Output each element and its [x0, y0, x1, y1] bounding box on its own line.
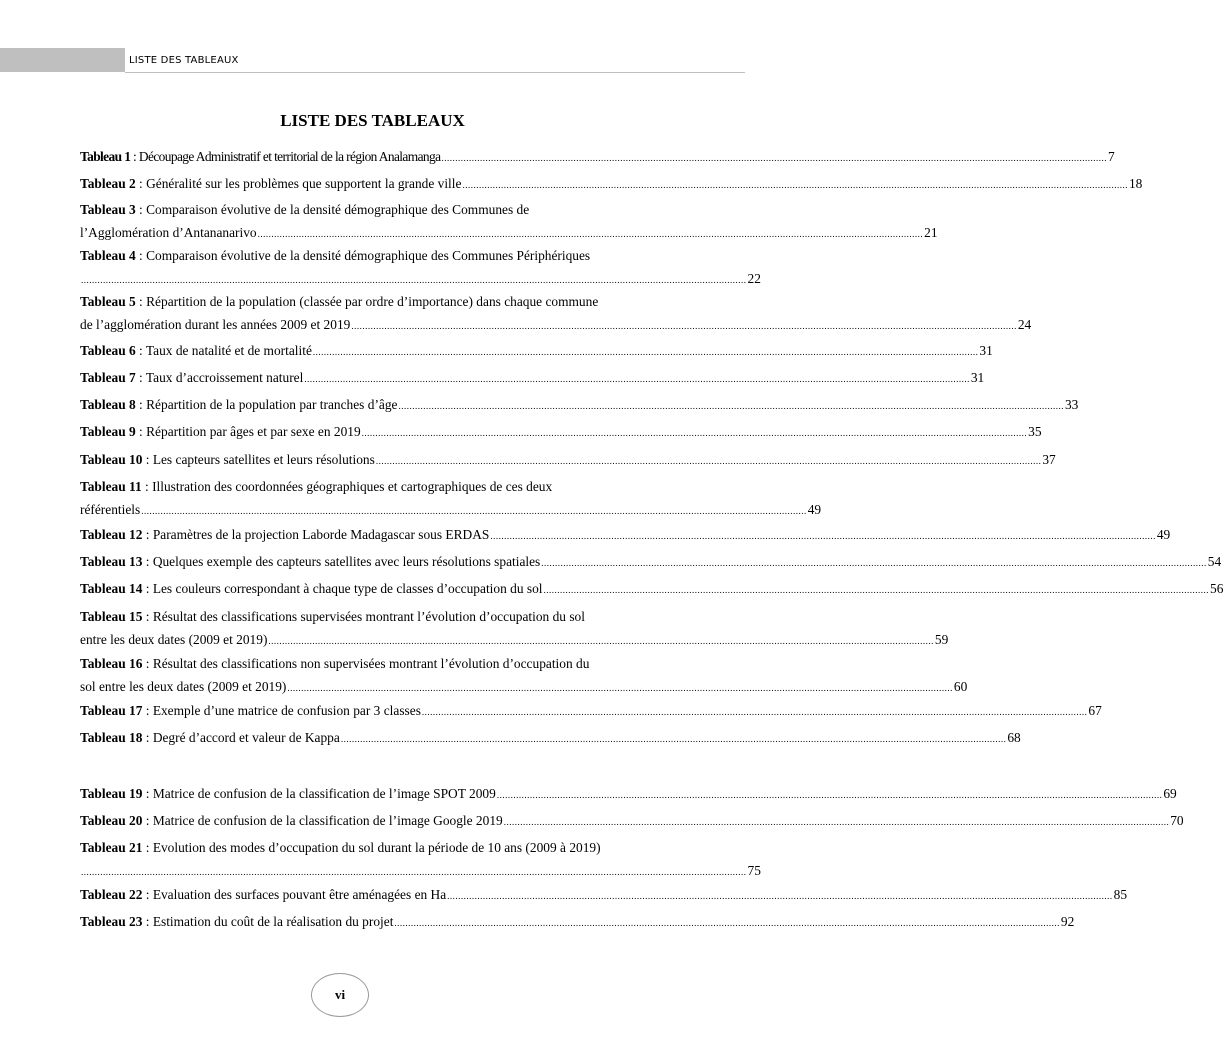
toc-page: 60 [953, 679, 968, 694]
toc-label: Tableau 12 [80, 527, 143, 542]
toc-text-cont: l’Agglomération d’Antananarivo [80, 225, 257, 240]
leader-dots: .................................................................................................................................................................................................................................................. [287, 683, 953, 693]
toc-text: Quelques exemple des capteurs satellites avec leurs résolutions spatiales [152, 554, 541, 569]
leader-dots: .................................................................................................................................................................................................................................................. [268, 636, 934, 646]
toc-page: 56 [1210, 581, 1223, 596]
toc-entry[interactable]: Tableau 2 : Généralité sur les problèmes que supportent la grande ville .................................................................................................................................................................................................................................................. 18 [80, 172, 666, 197]
toc-page: 54 [1207, 554, 1222, 569]
toc-text-cont: entre les deux dates (2009 et 2019) [80, 632, 268, 647]
leader-dots: .................................................................................................................................................................................................................................................. [312, 347, 979, 357]
toc-text-cont: de l’agglomération durant les années 2009 et 2019 [80, 317, 351, 332]
toc-label: Tableau 4 [80, 248, 136, 263]
toc-label: Tableau 10 [80, 452, 143, 467]
toc-text: Généralité sur les problèmes que supportent la grande ville [146, 176, 462, 191]
toc-entry[interactable]: Tableau 10 : Les capteurs satellites et leurs résolutions .................................................................................................................................................................................................................................................. 37 [80, 448, 666, 473]
toc-text: Illustration des coordonnées géographiques et cartographiques de ces deux [152, 479, 553, 494]
toc-entry[interactable]: Tableau 18 : Degré d’accord et valeur de Kappa .................................................................................................................................................................................................................................................. 68 [80, 726, 666, 751]
toc-text: Découpage Administratif et territorial de la région Analamanga [138, 149, 441, 164]
toc-text: Exemple d’une matrice de confusion par 3 classes [152, 703, 421, 718]
toc-text: Evaluation des surfaces pouvant être aménagées en Ha [152, 887, 447, 902]
toc-text: Matrice de confusion de la classification de l’image SPOT 2009 [152, 786, 496, 801]
toc-page: 33 [1064, 397, 1079, 412]
toc-label: Tableau 20 [80, 813, 143, 828]
toc-page: 69 [1163, 786, 1177, 801]
toc-text: Répartition de la population (classée par ordre d’importance) dans chaque commune [146, 294, 599, 309]
toc-page: 22 [747, 271, 761, 286]
toc-label: Tableau 21 [80, 840, 143, 855]
toc-page: 35 [1028, 424, 1042, 439]
toc-entry[interactable]: Tableau 8 : Répartition de la population par tranches d’âge .................................................................................................................................................................................................................................................. 33 [80, 393, 666, 418]
toc-entry[interactable]: Tableau 12 : Paramètres de la projection Laborde Madagascar sous ERDAS .................................................................................................................................................................................................................................................. 49 [80, 523, 666, 548]
toc-text: Paramètres de la projection Laborde Madagascar sous ERDAS [152, 527, 490, 542]
toc-entry[interactable]: Tableau 19 : Matrice de confusion de la classification de l’image SPOT 2009 .................................................................................................................................................................................................................................................. 69 [80, 782, 666, 807]
toc-page: 59 [934, 632, 949, 647]
leader-dots: .................................................................................................................................................................................................................................................. [257, 229, 924, 239]
toc-entry[interactable]: Tableau 6 : Taux de natalité et de mortalité .................................................................................................................................................................................................................................................. 31 [80, 339, 666, 364]
leader-dots: .................................................................................................................................................................................................................................................. [543, 585, 1209, 595]
toc-label: Tableau 6 [80, 343, 136, 358]
toc-text: Matrice de confusion de la classification de l’image Google 2019 [152, 813, 503, 828]
leader-dots: .................................................................................................................................................................................................................................................. [441, 153, 1107, 163]
toc-page: 21 [924, 225, 938, 240]
toc-page: 24 [1017, 317, 1032, 332]
toc-page: 31 [979, 343, 993, 358]
leader-dots: .................................................................................................................................................................................................................................................. [447, 891, 1113, 901]
leader-dots: .................................................................................................................................................................................................................................................. [496, 790, 1163, 800]
header-gray-block [0, 48, 125, 72]
toc-entry[interactable]: Tableau 5 : Répartition de la population (classée par ordre d’importance) dans chaque commune de l’agglomération durant les années 2009 et 2019 .................................................................................................................................................................................................................................................. 24 [80, 290, 666, 338]
leader-dots: .................................................................................................................................................................................................................................................. [462, 180, 1128, 190]
toc-text: Les couleurs correspondant à chaque type de classes d’occupation du sol [152, 581, 543, 596]
toc-page: 18 [1128, 176, 1143, 191]
toc-text: Répartition de la population par tranches d’âge [146, 397, 398, 412]
toc-label: Tableau 23 [80, 914, 143, 929]
toc-page: 92 [1060, 914, 1075, 929]
running-header: LISTE DES TABLEAUX [129, 55, 239, 66]
toc-entry[interactable]: Tableau 20 : Matrice de confusion de la classification de l’image Google 2019 .................................................................................................................................................................................................................................................. 70 [80, 809, 666, 834]
toc-entry[interactable]: Tableau 23 : Estimation du coût de la réalisation du projet .................................................................................................................................................................................................................................................. 92 [80, 910, 666, 935]
toc-label: Tableau 7 [80, 370, 136, 385]
toc-entry[interactable]: Tableau 4 : Comparaison évolutive de la densité démographique des Communes Périphériques .................................................................................................................................................................................................................................................. 22 [80, 244, 666, 292]
toc-entry[interactable]: Tableau 16 : Résultat des classifications non supervisées montrant l’évolution d’occupation du sol entre les deux dates (2009 et 2019) .................................................................................................................................................................................................................................................. 60 [80, 652, 666, 700]
toc-entry[interactable]: Tableau 15 : Résultat des classifications supervisées montrant l’évolution d’occupation du sol entre les deux dates (2009 et 2019) .................................................................................................................................................................................................................................................. 59 [80, 605, 666, 653]
toc-label: Tableau 15 [80, 609, 143, 624]
toc-entry[interactable]: Tableau 1 : Découpage Administratif et territorial de la région Analamanga .................................................................................................................................................................................................................................................. 7 [80, 145, 666, 170]
toc-page: 49 [1156, 527, 1171, 542]
leader-dots: .................................................................................................................................................................................................................................................. [81, 867, 747, 877]
toc-page: 31 [970, 370, 985, 385]
toc-page: 7 [1107, 149, 1115, 164]
leader-dots: .................................................................................................................................................................................................................................................. [81, 275, 747, 285]
leader-dots: .................................................................................................................................................................................................................................................. [503, 817, 1170, 827]
toc-label: Tableau 17 [80, 703, 143, 718]
toc-label: Tableau 2 [80, 176, 136, 191]
toc-text: Taux de natalité et de mortalité [145, 343, 312, 358]
leader-dots: .................................................................................................................................................................................................................................................. [394, 918, 1060, 928]
toc-text: Répartition par âges et par sexe en 2019 [146, 424, 361, 439]
leader-dots: .................................................................................................................................................................................................................................................. [351, 321, 1017, 331]
leader-dots: .................................................................................................................................................................................................................................................. [541, 558, 1207, 568]
toc-text: Comparaison évolutive de la densité démographique des Communes de [146, 202, 530, 217]
leader-dots: .................................................................................................................................................................................................................................................. [375, 456, 1042, 466]
toc-page: 49 [807, 502, 822, 517]
toc-page: 67 [1088, 703, 1102, 718]
toc-label: Tableau 16 [80, 656, 143, 671]
toc-entry[interactable]: Tableau 14 : Les couleurs correspondant à chaque type de classes d’occupation du sol .................................................................................................................................................................................................................................................. 56 [80, 577, 666, 602]
toc-text-cont: sol entre les deux dates (2009 et 2019) [80, 679, 287, 694]
page-title: LISTE DES TABLEAUX [280, 111, 465, 130]
toc-entry[interactable]: Tableau 21 : Evolution des modes d’occupation du sol durant la période de 10 ans (2009 à 2019) .................................................................................................................................................................................................................................................. 75 [80, 836, 666, 884]
toc-text: Estimation du coût de la réalisation du projet [152, 914, 394, 929]
leader-dots: .................................................................................................................................................................................................................................................. [421, 707, 1088, 717]
toc-label: Tableau 22 [80, 887, 143, 902]
toc-entry[interactable]: Tableau 22 : Evaluation des surfaces pouvant être aménagées en Ha .................................................................................................................................................................................................................................................. 85 [80, 883, 666, 908]
toc-text: Résultat des classifications supervisées montrant l’évolution d’occupation du sol [152, 609, 585, 624]
toc-page: 85 [1113, 887, 1128, 902]
toc-label: Tableau 18 [80, 730, 143, 745]
toc-label: Tableau 8 [80, 397, 136, 412]
toc-entry[interactable]: Tableau 13 : Quelques exemple des capteurs satellites avec leurs résolutions spatiales .................................................................................................................................................................................................................................................. 54 [80, 550, 666, 575]
toc-entry[interactable]: Tableau 7 : Taux d’accroissement naturel .................................................................................................................................................................................................................................................. 31 [80, 366, 666, 391]
leader-dots: .................................................................................................................................................................................................................................................. [304, 374, 970, 384]
toc-text: Degré d’accord et valeur de Kappa [152, 730, 340, 745]
toc-label: Tableau 3 [80, 202, 136, 217]
header-rule [125, 72, 745, 73]
toc-label: Tableau 9 [80, 424, 136, 439]
toc-entry[interactable]: Tableau 3 : Comparaison évolutive de la densité démographique des Communes de l’Agglomération d’Antananarivo .................................................................................................................................................................................................................................................. 21 [80, 198, 666, 246]
leader-dots: .................................................................................................................................................................................................................................................. [141, 506, 807, 516]
toc-text: Les capteurs satellites et leurs résolutions [152, 452, 375, 467]
toc-page: 75 [747, 863, 761, 878]
toc-text: Comparaison évolutive de la densité démographique des Communes Périphériques [146, 248, 591, 263]
toc-text-cont: référentiels [80, 502, 141, 517]
toc-label: Tableau 13 [80, 554, 143, 569]
toc-entry[interactable]: Tableau 17 : Exemple d’une matrice de confusion par 3 classes .................................................................................................................................................................................................................................................. 67 [80, 699, 666, 724]
toc-label: Tableau 1 [80, 149, 131, 164]
toc-label: Tableau 5 [80, 294, 136, 309]
toc-label: Tableau 11 [80, 479, 142, 494]
page-number: vi [311, 973, 369, 1017]
toc-page: 68 [1007, 730, 1021, 745]
toc-page: 37 [1042, 452, 1056, 467]
leader-dots: .................................................................................................................................................................................................................................................. [490, 531, 1156, 541]
toc-page: 70 [1170, 813, 1184, 828]
toc-text: Evolution des modes d’occupation du sol durant la période de 10 ans (2009 à 2019) [152, 840, 601, 855]
toc-entry[interactable]: Tableau 9 : Répartition par âges et par sexe en 2019 .................................................................................................................................................................................................................................................. 35 [80, 420, 666, 445]
toc-label: Tableau 14 [80, 581, 143, 596]
toc-text: Taux d’accroissement naturel [145, 370, 304, 385]
toc-text: Résultat des classifications non supervisées montrant l’évolution d’occupation du [152, 656, 590, 671]
leader-dots: .................................................................................................................................................................................................................................................. [398, 401, 1064, 411]
leader-dots: .................................................................................................................................................................................................................................................. [340, 734, 1007, 744]
leader-dots: .................................................................................................................................................................................................................................................. [361, 428, 1028, 438]
toc-entry[interactable]: Tableau 11 : Illustration des coordonnées géographiques et cartographiques de ces deux référentiels .................................................................................................................................................................................................................................................. 49 [80, 475, 666, 523]
toc-label: Tableau 19 [80, 786, 143, 801]
